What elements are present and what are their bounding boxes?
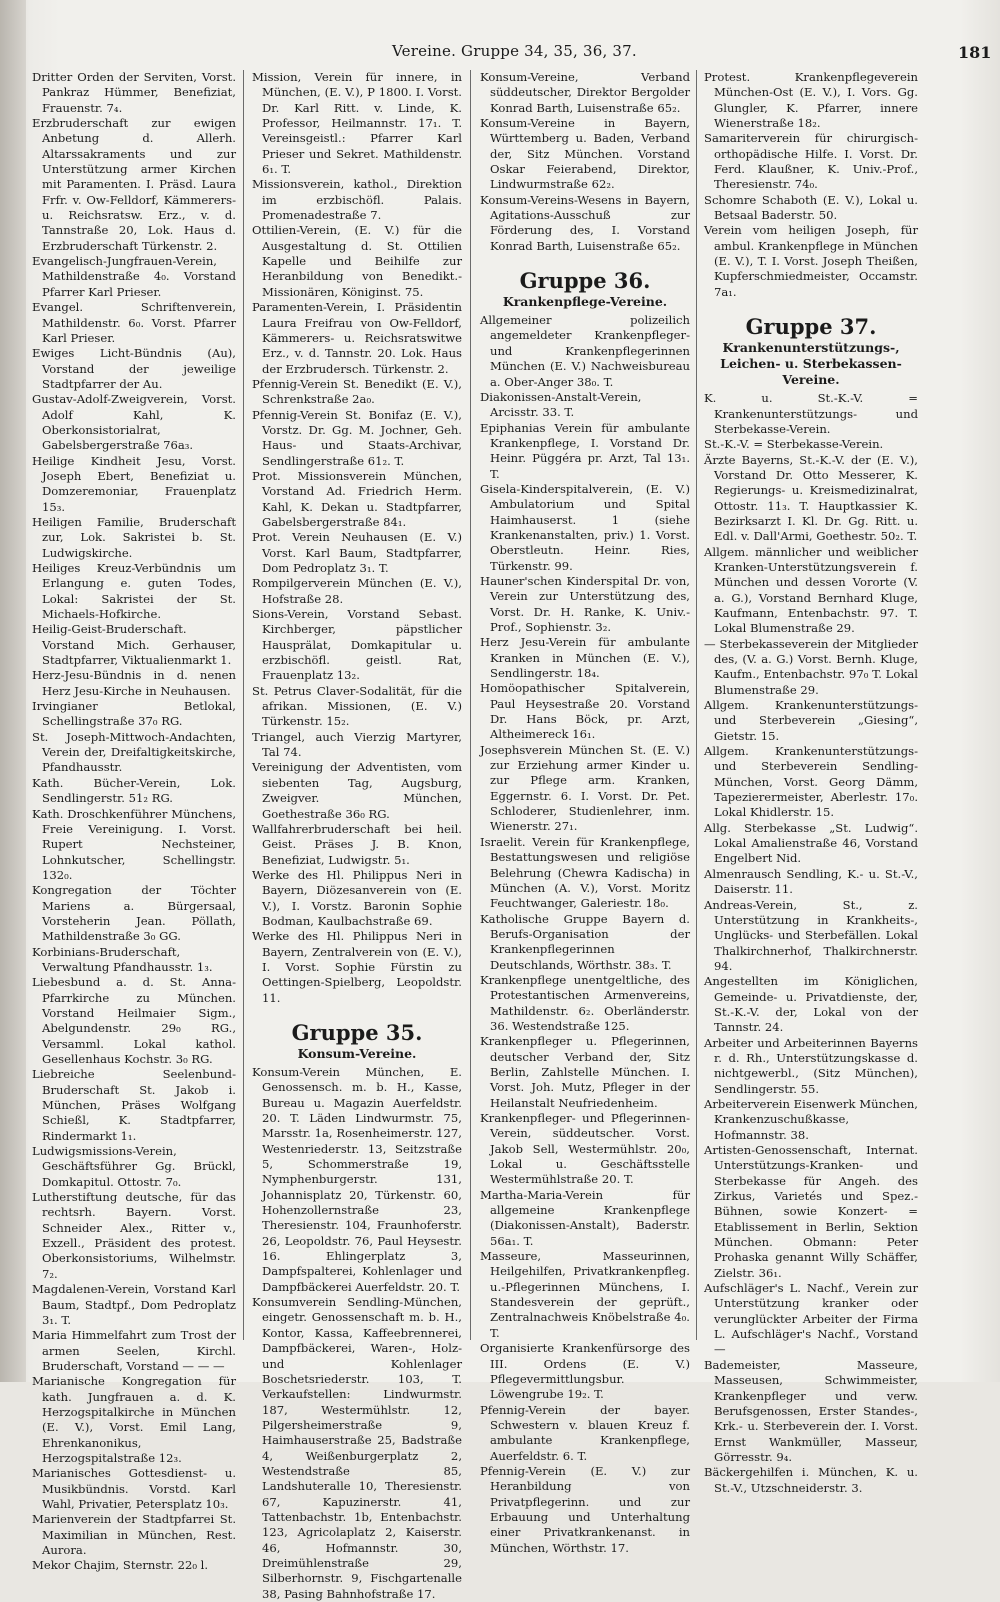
abbreviation-note: St.-K.-V. = Sterbekasse-Verein.	[704, 437, 884, 452]
directory-entry: Artisten-Genossenschaft, Internat. Unterstützungs-Kranken- und Sterbekasse für Angeh. des Zirkus, Varietés und Spez.-Bühnen, sowie Konzert- = Etablissement in Berlin, Sektion München. Obmann: Peter Prohaska genannt Willy Schäffer, Zielstr. 36₁.	[704, 1143, 918, 1280]
directory-entry: Allgem. Krankenunterstützungs- und Sterbeverein „Giesing“, Gietstr. 15.	[704, 698, 918, 743]
directory-entry: Krankenpfleger u. Pflegerinnen, deutscher Verband der, Sitz Berlin, Zahlstelle München. I. Vorst. Joh. Mutz, Pfleger in der Heilanstalt Neufriedenheim.	[480, 1034, 690, 1110]
directory-entry: Marienverein der Stadtpfarrei St. Maximilian in München, Rest. Aurora.	[32, 1512, 236, 1557]
header-title: Vereine. Gruppe 34, 35, 36, 37.	[392, 42, 637, 60]
directory-entry: Organisierte Krankenfürsorge des III. Ordens (E. V.) Pflegevermittlungsbur. Löwengrube 19₂. T.	[480, 1341, 690, 1402]
directory-entry: Wallfahrerbruderschaft bei heil. Geist. Präses J. B. Knon, Benefiziat, Ludwigstr. 5₁.	[252, 821, 462, 867]
directory-entry: Allgemeiner polizeilich angemeldeter Krankenpfleger- und Krankenpflegerinnen München (E. V.) Nachweisbureau a. Ober-Anger 38₀. T.	[480, 313, 690, 389]
directory-entry: Pfennig-Verein der bayer. Schwestern v. blauen Kreuz f. ambulante Krankenpflege, Auerfeldstr. 6. T.	[480, 1402, 690, 1463]
directory-entry: Almenrausch Sendling, K.- u. St.-V., Daiserstr. 11.	[704, 866, 918, 897]
directory-entry: Evangel. Schriftenverein, Mathildenstr. 6₀. Vorst. Pfarrer Karl Prieser.	[32, 300, 236, 345]
column-3	[480, 70, 690, 1555]
directory-entry: Diakonissen-Anstalt-Verein, Arcisstr. 33. T.	[480, 389, 642, 420]
directory-entry: Dritter Orden der Serviten, Vorst. Pankraz Hümmer, Benefiziat, Frauenstr. 7₄.	[32, 70, 236, 115]
directory-entry: Konsum-Vereins-Wesens in Bayern, Agitations-Ausschuß zur Förderung des, I. Vorstand Konrad Barth, Luisenstraße 65₂.	[480, 192, 690, 253]
directory-entry: Bademeister, Masseure, Masseusen, Schwimmeister, Krankenpfleger und verw. Berufsgenossen, Erster Standes-, Krk.- u. Sterbeverein der. I. Vorst. Ernst Wankmüller, Masseur, Görresstr. 9₄.	[704, 1357, 918, 1464]
column-4	[704, 70, 918, 1495]
directory-entry: Andreas-Verein, St., z. Unterstützung in Krankheits-, Unglücks- und Sterbefällen. Lokal Thalkirchnerhof, Thalkirchnerstr. 94.	[704, 897, 918, 973]
directory-entry: Ärzte Bayerns, St.-K.-V. der (E. V.), Vorstand Dr. Otto Messerer, K. Regierungs- u. Kreismedizinalrat, Ottostr. 11₃. T. Hauptkassier K. Bezirksarzt I. Kl. Dr. Gg. Ritt. u. Edl. v. Dall'Armi, Goethestr. 50₂. T.	[704, 452, 918, 544]
directory-entry: Paramenten-Verein, I. Präsidentin Laura Freifrau von Ow-Felldorf, Kämmerers- u. Reichsratswitwe Erz., v. d. Tannstr. 20. Lok. Haus der Erzbrudersch. Türkenstr. 2.	[252, 300, 462, 376]
directory-entry: Heilige Kindheit Jesu, Vorst. Joseph Ebert, Benefiziat u. Domzeremoniar, Frauenplatz 15₃.	[32, 453, 236, 514]
directory-entry: Ottilien-Verein, (E. V.) für die Ausgestaltung d. St. Ottilien Kapelle und Beihilfe zur Heranbildung von Benedikt.-Missionären, Königinst. 75.	[252, 223, 462, 299]
directory-entry: Konsum-Verein München, E. Genossensch. m. b. H., Kasse, Bureau u. Magazin Auerfeldstr. 20. T. Läden Lindwurmstr. 75, Marsstr. 1a, Rosenheimerstr. 127, Westenriederstr. 13, Seitzstraße 5, Schommerstraße 19, Nymphenburgerstr. 131, Johannisplatz 20, Türkenstr. 60, Hohenzollernstraße 23, Theresienstr. 104, Fraunhoferstr. 26, Leopoldstr. 76, Paul Heysestr. 16. Ehlingerplatz 3, Dampfspalterei, Kohlenlager und Dampfbäckerei Auerfeldstr. 20. T.	[252, 1064, 462, 1294]
directory-entry: Mekor Chajim, Sternstr. 22₀ l.	[32, 1558, 209, 1573]
directory-entry: Krankenpflege unentgeltliche, des Protestantischen Armenvereins, Mathildenstr. 6₂. Oberländerstr. 36. Westendstraße 125.	[480, 972, 690, 1033]
abbreviation-note: K. u. St.-K.-V. = Krankenunterstützungs- und Sterbekasse-Verein.	[704, 391, 918, 436]
directory-entry: Martha-Maria-Verein für allgemeine Krankenpflege (Diakonissen-Anstalt), Baderstr. 56a₁. T.	[480, 1187, 690, 1248]
directory-entry: Marianische Kongregation für kath. Jungfrauen a. d. K. Herzogspitalkirche in München (E. V.), Vorst. Emil Lang, Ehrenkanonikus, Herzogspitalstraße 12₃.	[32, 1374, 236, 1465]
directory-entry: Allg. Sterbekasse „St. Ludwig“. Lokal Amalienstraße 46, Vorstand Engelbert Nid.	[704, 820, 918, 866]
directory-entry: St. Petrus Claver-Sodalität, für die afrikan. Missionen, (E. V.) Türkenstr. 15₂.	[252, 683, 462, 729]
directory-entry: Ewiges Licht-Bündnis (Au), Vorstand der jeweilige Stadtpfarrer der Au.	[32, 346, 236, 391]
directory-entry: Hauner'schen Kinderspital Dr. von, Verein zur Unterstützung des, Vorst. Dr. H. Ranke, K. Univ.-Prof., Sophienstr. 3₂.	[480, 573, 690, 634]
directory-entry: Irvingianer Betlokal, Schellingstraße 37₀ RG.	[32, 699, 236, 729]
directory-entry: Lutherstiftung deutsche, für das rechtsrh. Bayern. Vorst. Schneider Alex., Ritter v., Exzell., Präsident des protest. Oberkonsistoriums, Wilhelmstr. 7₂.	[32, 1190, 236, 1281]
directory-entry: Rompilgerverein München (E. V.), Hofstraße 28.	[252, 576, 462, 606]
group-heading: Gruppe 36.	[519, 268, 651, 294]
directory-entry: — Sterbekasseverein der Mitglieder des, (V. a. G.) Vorst. Bernh. Kluge, Kaufm., Entenbachstr. 97₀ T. Lokal Blumenstraße 29.	[704, 636, 918, 697]
group-subheading: Konsum-Vereine.	[297, 1045, 417, 1061]
directory-entry: Ludwigsmissions-Verein, Geschäftsführer Gg. Brückl, Domkapitul. Ottostr. 7₀.	[32, 1144, 236, 1189]
group-heading: Gruppe 37.	[745, 314, 877, 340]
directory-entry: Magdalenen-Verein, Vorstand Karl Baum, Stadtpf., Dom Pedroplatz 3₁. T.	[32, 1282, 236, 1327]
column-divider	[470, 70, 471, 1340]
directory-entry: Israelit. Verein für Krankenpflege, Bestattungswesen und religiöse Belehrung (Chewra Kadischa) in München (A. V.), Vorst. Moritz Feuchtwanger, Galeriestr. 18₀.	[480, 834, 690, 911]
directory-entry: St. Joseph-Mittwoch-Andachten, Verein der, Dreifaltigkeitskirche, Pfandhausstr.	[32, 729, 236, 775]
directory-entry: Katholische Gruppe Bayern d. Berufs-Organisation der Krankenpflegerinnen Deutschlands, Wörthstr. 38₃. T.	[480, 911, 690, 972]
directory-entry: Kath. Bücher-Verein, Lok. Sendlingerstr. 51₂ RG.	[32, 775, 236, 806]
directory-entry: Allgem. Krankenunterstützungs- und Sterbeverein Sendling-München, Vorst. Georg Dämm, Tapezierermeister, Aberlestr. 17₀. Lokal Khidlerstr. 15.	[704, 744, 918, 820]
directory-entry: Gisela-Kinderspitalverein, (E. V.) Ambulatorium und Spital Haimhauserst. 1 (siehe Krankenanstalten, priv.) 1. Vorst. Oberstleutn. Heinr. Ries, Türkenstr. 99.	[480, 481, 690, 573]
directory-entry: Samariterverein für chirurgisch-orthopädische Hilfe. I. Vorst. Dr. Ferd. Klaußner, K. Univ.-Prof., Theresienstr. 74₀.	[704, 131, 918, 192]
column-divider	[243, 70, 244, 1340]
running-header	[0, 42, 1000, 68]
directory-entry: Heilig-Geist-Bruderschaft. Vorstand Mich. Gerhauser, Stadtpfarrer, Viktualienmarkt 1.	[32, 622, 236, 668]
directory-entry: Herz Jesu-Verein für ambulante Kranken in München (E. V.), Sendlingerstr. 18₄.	[480, 635, 690, 681]
directory-entry: Pfennig-Verein St. Bonifaz (E. V.), Vorstz. Dr. Gg. M. Jochner, Geh. Haus- und Staats-Archivar, Sendlingerstraße 61₂. T.	[252, 407, 462, 468]
directory-entry: Liebreiche Seelenbund-Bruderschaft St. Jakob i. München, Präses Wolfgang Schießl, K. Stadtpfarrer, Rindermarkt 1₁.	[32, 1067, 236, 1143]
directory-entry: Erzbruderschaft zur ewigen Anbetung d. Allerh. Altarssakraments und zur Unterstützung armer Kirchen mit Paramenten. I. Präsd. Laura Frfr. v. Ow-Felldorf, Kämmerers- u. Reichsratsw. Erz., v. d. Tannstraße 20, Lok. Haus d. Erzbruderschaft Türkenstr. 2.	[32, 116, 236, 253]
directory-entry: Maria Himmelfahrt zum Trost der armen Seelen, Kirchl. Bruderschaft, Vorstand — — —	[32, 1328, 236, 1373]
directory-entry: Verein vom heiligen Joseph, für ambul. Krankenpflege in München (E. V.), T. I. Vorst. Joseph Theißen, Kupferschmiedmeister, Occamstr. 7a₁.	[704, 223, 918, 299]
page-number: 181	[958, 43, 992, 62]
column-divider	[696, 70, 697, 1340]
directory-entry: Protest. Krankenpflegeverein München-Ost (E. V.), I. Vors. Gg. Glungler, K. Pfarrer, innere Wienerstraße 18₂.	[704, 70, 918, 131]
directory-entry: Schomre Schaboth (E. V.), Lokal u. Betsaal Baderstr. 50.	[704, 192, 918, 223]
column-2	[252, 70, 462, 1601]
directory-entry: Kath. Droschkenführer Münchens, Freie Vereinigung. I. Vorst. Rupert Nechsteiner, Lohnkutscher, Schellingstr. 132₀.	[32, 806, 236, 882]
directory-entry: Prot. Missionsverein München, Vorstand Ad. Friedrich Herm. Kahl, K. Dekan u. Stadtpfarrer, Gabelsbergerstraße 84₁.	[252, 468, 462, 529]
directory-entry: Pfennig-Verein St. Benedikt (E. V.), Schrenkstraße 2a₀.	[252, 376, 462, 407]
directory-entry: Herz-Jesu-Bündnis in d. nenen Herz Jesu-Kirche in Neuhausen.	[32, 668, 236, 698]
directory-entry: Konsumverein Sendling-München, eingetr. Genossenschaft m. b. H., Kontor, Kassa, Kaffeebrennerei, Dampfbäckerei, Waren-, Holz- und Kohlenlager Boschetsriederstr. 103, T. Verkaufstellen: Lindwurmstr. 187, Westermühlstr. 12, Pilgersheimerstraße 9, Haimhauserstraße 25, Badstraße 4, Weißenburgerplatz 2, Westendstraße 85, Landshuteralle 10, Theresienstr. 67, Kapuzinerstr. 41, Tattenbachstr. 1b, Entenbachstr. 123, Agricolaplatz 2, Kaiserstr. 46, Hofmannstr. 30, Dreimühlenstraße 29, Silberhornstr. 9, Fischgartenalle 38, Pasing Bahnhofstraße 17.	[252, 1295, 462, 1601]
directory-entry: Arbeiter und Arbeiterinnen Bayerns r. d. Rh., Unterstützungskasse d. nichtgewerbl., (Sitz München), Sendlingerstr. 55.	[704, 1035, 918, 1096]
directory-entry: Mission, Verein für innere, in München, (E. V.), P 1800. I. Vorst. Dr. Karl Ritt. v. Linde, K. Professor, Heilmannstr. 17₁. T. Vereinsgeistl.: Pfarrer Karl Prieser und Sekret. Mathildenstr. 6₁. T.	[252, 70, 462, 177]
directory-entry: Angestellten im Königlichen, Gemeinde- u. Privatdienste, der, St.-K.-V. der, Lokal von der Tannstr. 24.	[704, 974, 918, 1035]
directory-entry: Masseure, Masseurinnen, Heilgehilfen, Privatkrankenpfleg. u.-Pflegerinnen Münchens, I. Standesverein der geprüft., Zentralnachweis Knöbelstraße 4₀. T.	[480, 1249, 690, 1340]
directory-entry: Homöopathischer Spitalverein, Paul Heysestraße 20. Vorstand Dr. Hans Böck, pr. Arzt, Altheimereck 16₁.	[480, 681, 690, 742]
directory-entry: Arbeiterverein Eisenwerk München, Krankenzuschußkasse, Hofmannstr. 38.	[704, 1096, 918, 1142]
directory-entry: Heiliges Kreuz-Verbündnis um Erlangung e. guten Todes, Lokal: Sakristei der St. Michaels-Hofkirche.	[32, 561, 236, 622]
directory-entry: Pfennig-Verein (E. V.) zur Heranbildung von Privatpflegerinn. und zur Erbauung und Unterhaltung einer Privatkrankenanst. in München, Wörthstr. 17.	[480, 1463, 690, 1555]
directory-entry: Konsum-Vereine in Bayern, Württemberg u. Baden, Verband der, Sitz München. Vorstand Oskar Feierabend, Direktor, Lindwurmstraße 62₂.	[480, 116, 690, 192]
column-1	[32, 70, 236, 1573]
directory-entry: Liebesbund a. d. St. Anna-Pfarrkirche zu München. Vorstand Heilmaier Sigm., Abelgundenstr. 29₀ RG., Versamml. Lokal kathol. Gesellenhaus Kochstr. 3₀ RG.	[32, 975, 236, 1066]
directory-entry: Heiligen Familie, Bruderschaft zur, Lok. Sakristei b. St. Ludwigskirche.	[32, 514, 236, 560]
directory-entry: Evangelisch-Jungfrauen-Verein, Mathildenstraße 4₀. Vorstand Pfarrer Karl Prieser.	[32, 254, 236, 299]
directory-entry: Josephsverein München St. (E. V.) zur Erziehung armer Kinder u. zur Pflege arm. Kranken, Eggernstr. 6. I. Vorst. Dr. Pet. Schloderer, Studienlehrer, inm. Wienerstr. 27₁.	[480, 742, 690, 834]
directory-entry: Allgem. männlicher und weiblicher Kranken-Unterstützungsverein f. München und dessen Vororte (V. a. G.), Vorstand Bernhard Kluge, Kaufmann, Entenbachstr. 97. T. Lokal Blumenstraße 29.	[704, 544, 918, 636]
group-subheading: Krankenpflege-Vereine.	[502, 294, 668, 310]
directory-entry: Konsum-Vereine, Verband süddeutscher, Direktor Bergolder Konrad Barth, Luisenstraße 65₂.	[480, 70, 690, 115]
directory-entry: Prot. Verein Neuhausen (E. V.) Vorst. Karl Baum, Stadtpfarrer, Dom Pedroplatz 3₁. T.	[252, 530, 462, 575]
directory-entry: Kongregation der Töchter Mariens a. Bürgersaal, Vorsteherin Jean. Pöllath, Mathildenstraße 3₀ GG.	[32, 883, 236, 944]
directory-entry: Gustav-Adolf-Zweigverein, Vorst. Adolf Kahl, K. Oberkonsistorialrat, Gabelsbergerstraße 76a₃.	[32, 392, 236, 453]
directory-entry: Triangel, auch Vierzig Martyrer, Tal 74.	[252, 729, 462, 760]
directory-entry: Sions-Verein, Vorstand Sebast. Kirchberger, päpstlicher Hausprälat, Domkapitular u. erzbischöfl. geistl. Rat, Frauenplatz 13₂.	[252, 607, 462, 683]
directory-entry: Missionsverein, kathol., Direktion im erzbischöfl. Palais. Promenadestraße 7.	[252, 177, 462, 223]
directory-entry: Epiphanias Verein für ambulante Krankenpflege, I. Vorstand Dr. Heinr. Püggéra pr. Arzt, Tal 13₁. T.	[480, 420, 690, 481]
directory-entry: Werke des Hl. Philippus Neri in Bayern, Zentralverein von (E. V.), I. Vorst. Sophie Fürstin zu Oettingen-Spielberg, Leopoldstr. 11.	[252, 929, 462, 1005]
directory-entry: Bäckergehilfen i. München, K. u. St.-V., Utzschneiderstr. 3.	[704, 1465, 918, 1495]
directory-entry: Krankenpfleger- und Pflegerinnen-Verein, süddeutscher. Vorst. Jakob Sell, Westermühlstr. 20₀, Lokal u. Geschäftsstelle Westermühlstraße 20. T.	[480, 1111, 690, 1187]
group-heading: Gruppe 35.	[291, 1019, 423, 1045]
group-subheading: Krankenunterstützungs-, Leichen- u. Sterbekassen-Vereine.	[720, 340, 902, 388]
directory-entry: Marianisches Gottesdienst- u. Musikbündnis. Vorstd. Karl Wahl, Privatier, Petersplatz 10₃.	[32, 1466, 236, 1511]
directory-entry: Aufschläger's L. Nachf., Verein zur Unterstützung kranker oder verunglückter Arbeiter der Firma L. Aufschläger's Nachf., Vorstand —	[704, 1281, 918, 1357]
directory-entry: Korbinians-Bruderschaft, Verwaltung Pfandhausstr. 1₃.	[32, 944, 213, 974]
directory-entry: Vereinigung der Adventisten, vom siebenten Tag, Augsburg, Zweigver. München, Goethestraße 36₀ RG.	[252, 760, 462, 821]
book-gutter	[0, 0, 26, 1382]
directory-entry: Werke des Hl. Philippus Neri in Bayern, Diözesanverein von (E. V.), I. Vorstz. Baronin Sophie Bodman, Kaulbachstraße 69.	[252, 867, 462, 928]
